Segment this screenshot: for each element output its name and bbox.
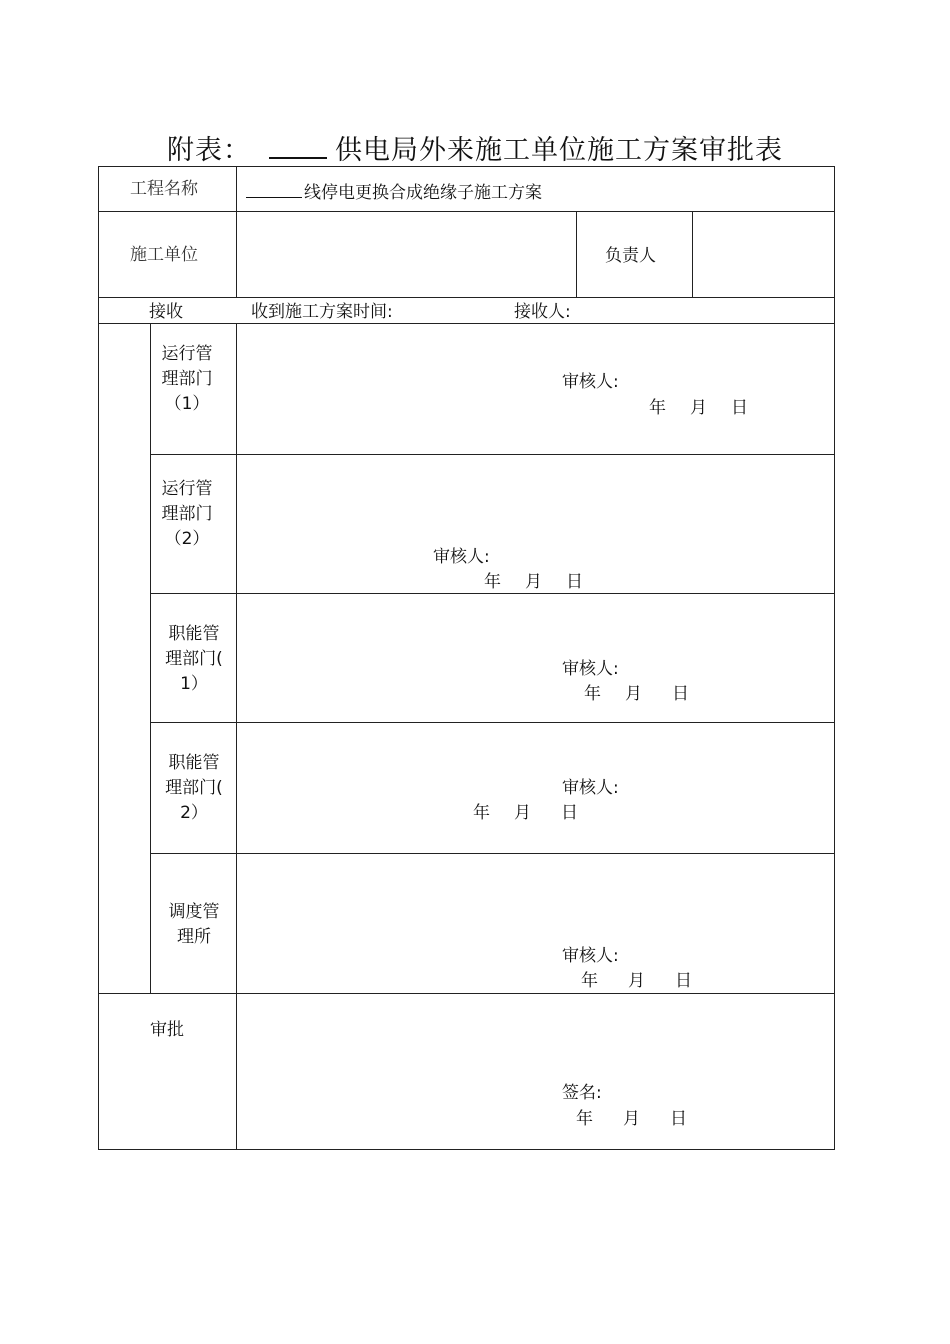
construction-unit-label: 施工单位 xyxy=(130,245,198,265)
date-line: 年 月 日 xyxy=(473,803,578,823)
title-prefix: 附表： xyxy=(167,135,251,166)
grid-line xyxy=(98,297,835,298)
reviewer-label: 审核人: xyxy=(562,372,619,392)
grid-line xyxy=(150,593,835,594)
project-name-label: 工程名称 xyxy=(130,179,198,199)
date-line: 年 月 日 xyxy=(581,971,692,991)
page-title xyxy=(0,128,950,167)
signature-label: 签名: xyxy=(562,1083,602,1103)
project-name-text: 线停电更换合成绝缘子施工方案 xyxy=(304,183,542,203)
section-label: 运行管 理部门 （1） xyxy=(161,344,213,414)
grid-line xyxy=(150,853,835,854)
title-blank xyxy=(269,137,327,159)
date-line: 年 月 日 xyxy=(649,398,748,418)
project-blank xyxy=(246,181,302,198)
project-name-value xyxy=(246,181,542,203)
grid-line xyxy=(236,166,237,297)
title-suffix: 供电局外来施工单位施工方案审批表 xyxy=(335,135,783,166)
date-line: 年 月 日 xyxy=(484,572,583,592)
person-in-charge-label: 负责人 xyxy=(605,246,656,266)
grid-line xyxy=(692,211,693,297)
approval-label: 审批 xyxy=(150,1020,184,1040)
reviewer-label: 审核人: xyxy=(433,547,490,567)
grid-line xyxy=(98,323,835,324)
grid-line xyxy=(98,166,99,1150)
grid-line xyxy=(98,993,835,994)
grid-line xyxy=(150,454,835,455)
grid-line xyxy=(98,211,835,212)
grid-line xyxy=(98,1149,835,1150)
section-label: 调度管 理所 xyxy=(168,902,220,947)
reviewer-label: 审核人: xyxy=(562,778,619,798)
grid-line xyxy=(236,323,237,1150)
reviewer-label: 审核人: xyxy=(562,659,619,679)
section-label: 职能管 理部门( 2） xyxy=(165,753,223,823)
receiver-label: 接收人: xyxy=(514,302,571,322)
section-label: 职能管 理部门( 1） xyxy=(165,624,223,694)
receive-time-label: 收到施工方案时间: xyxy=(251,302,393,322)
grid-line xyxy=(98,166,835,167)
grid-line xyxy=(150,722,835,723)
section-label: 运行管 理部门 （2） xyxy=(161,479,213,549)
date-line: 年 月 日 xyxy=(584,684,689,704)
reviewer-label: 审核人: xyxy=(562,946,619,966)
grid-line xyxy=(576,211,577,297)
receive-label: 接收 xyxy=(149,302,183,322)
date-line: 年 月 日 xyxy=(576,1109,687,1129)
grid-line xyxy=(834,166,835,1150)
